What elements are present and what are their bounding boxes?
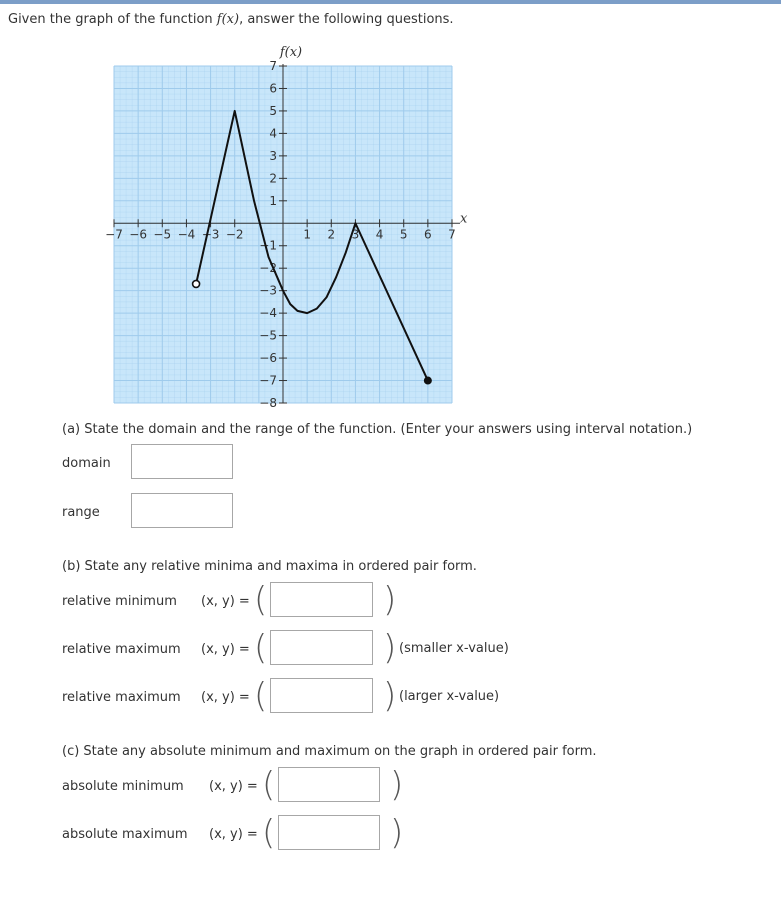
open-paren: ( [262, 813, 276, 853]
y-tick-label: 2 [269, 171, 277, 186]
relative-minimum-xy: (x, y) = [201, 594, 250, 609]
relative-maximum-1-xy: (x, y) = [201, 642, 250, 657]
relative-maximum-2-input[interactable] [270, 678, 373, 713]
domain-label: domain [62, 456, 111, 471]
function-graph [100, 38, 480, 410]
smaller-x-note: (smaller x-value) [399, 641, 509, 656]
relative-maximum-2-xy: (x, y) = [201, 690, 250, 705]
relative-minimum-input[interactable] [270, 582, 373, 617]
y-tick-label: −5 [259, 328, 277, 343]
open-paren: ( [254, 580, 268, 620]
plot-area [105, 59, 460, 410]
absolute-minimum-label: absolute minimum [62, 779, 184, 794]
y-tick-label: 1 [269, 193, 277, 208]
y-tick-label: −1 [259, 238, 277, 253]
x-tick-label: 2 [327, 227, 336, 242]
y-tick-label: −3 [259, 283, 277, 298]
x-tick-label: −4 [177, 227, 196, 242]
x-tick-label: −5 [153, 227, 172, 242]
open-paren: ( [254, 628, 268, 668]
relative-minimum-label: relative minimum [62, 594, 177, 609]
y-tick-label: 6 [269, 81, 277, 96]
y-tick-label: 7 [269, 59, 277, 73]
y-tick-label: −6 [259, 351, 277, 366]
relative-maximum-1-label: relative maximum [62, 642, 181, 657]
open-paren: ( [254, 676, 268, 716]
close-paren: ) [383, 676, 397, 716]
x-tick-label: 6 [424, 227, 432, 242]
range-label: range [62, 505, 100, 520]
y-tick-label: −7 [259, 373, 277, 388]
part-b-heading: (b) State any relative minima and maxima in ordered pair form. [62, 559, 477, 574]
y-tick-label: 3 [269, 148, 277, 163]
close-paren: ) [390, 813, 404, 853]
larger-x-note: (larger x-value) [399, 689, 500, 704]
domain-input[interactable] [131, 444, 233, 479]
function-name: f(x) [216, 12, 240, 27]
x-tick-label: −3 [201, 227, 220, 242]
y-tick-label: −4 [259, 306, 277, 321]
question-prompt: Given the graph of the function f(x), answer the following questions. [8, 12, 454, 27]
open-paren: ( [262, 765, 276, 805]
close-paren: ) [383, 580, 397, 620]
absolute-minimum-xy: (x, y) = [209, 779, 258, 794]
absolute-maximum-input[interactable] [278, 815, 380, 850]
y-tick-label: −2 [259, 261, 277, 276]
relative-maximum-2-label: relative maximum [62, 690, 181, 705]
y-tick-label: −8 [259, 396, 277, 410]
y-tick-label: 5 [269, 103, 277, 118]
x-tick-label: 7 [448, 227, 456, 242]
absolute-maximum-label: absolute maximum [62, 827, 188, 842]
x-tick-label: 1 [303, 227, 311, 242]
x-axis-label: x [460, 211, 468, 227]
part-a-heading: (a) State the domain and the range of the function. (Enter your answers using interval notation.) [62, 422, 693, 437]
range-input[interactable] [131, 493, 233, 528]
absolute-minimum-input[interactable] [278, 767, 380, 802]
closed-endpoint [424, 377, 431, 384]
x-tick-label: 5 [399, 227, 408, 242]
absolute-maximum-xy: (x, y) = [209, 827, 258, 842]
top-border [0, 0, 781, 4]
x-tick-label: −6 [129, 227, 147, 242]
x-tick-label: −2 [225, 227, 244, 242]
close-paren: ) [390, 765, 404, 805]
y-tick-label: 4 [269, 126, 277, 141]
x-tick-label: −7 [105, 227, 123, 242]
x-tick-label: 4 [375, 227, 384, 242]
close-paren: ) [383, 628, 397, 668]
y-axis-label: f(x) [279, 45, 303, 60]
part-c-heading: (c) State any absolute minimum and maximum on the graph in ordered pair form. [62, 744, 597, 759]
relative-maximum-1-input[interactable] [270, 630, 373, 665]
open-endpoint [193, 280, 200, 287]
x-tick-label: 3 [351, 227, 360, 242]
